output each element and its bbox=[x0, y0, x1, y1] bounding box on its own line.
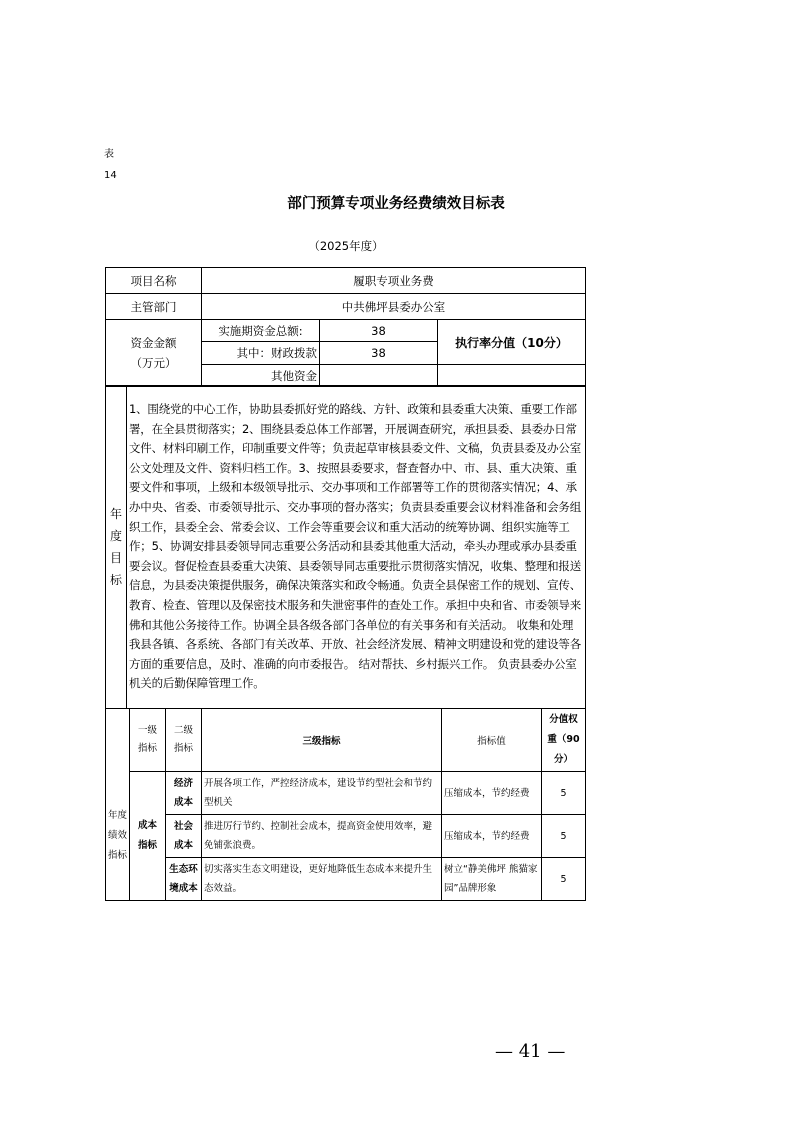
annual-indicator-label: 年度绩效指标 bbox=[106, 772, 130, 901]
level3-eco-cost: 切实落实生态文明建设，更好地降低生态成本来提升生态效益。 bbox=[202, 858, 442, 901]
exec-rate-value bbox=[438, 365, 586, 387]
project-name-label: 项目名称 bbox=[106, 268, 202, 294]
page-number: — 41 — bbox=[495, 1041, 566, 1062]
dept-label: 主管部门 bbox=[106, 294, 202, 320]
value-social-cost: 压缩成本，节约经费 bbox=[442, 815, 542, 858]
annual-goal-table bbox=[105, 385, 586, 709]
project-name-value: 履职专项业务费 bbox=[202, 268, 586, 294]
table-number-label: 表14 bbox=[104, 149, 117, 181]
value-economic-cost: 压缩成本，节约经费 bbox=[442, 772, 542, 815]
annual-goal-text: 1、围绕党的中心工作，协助县委抓好党的路线、方针、政策和县委重大决策、重要工作部署，在全县贯彻落实；2、围绕县委总体工作部署，开展调查研究，承担县委、县委办日常文件、材料印刷工作，印制重要文件等；负责起草审核县委文件、文稿，负责县委及办公室公文处理及文件、资料归档工作。3、按照县委要求，督查督办中、市、县、重大决策、重要文件和事项，上级和本级领导批示、交办事项和工作部署等工作的贯彻落实情况；4、承办中央、省委、市委领导批示、交办事项的督办落实；负责县委重要会议材料准备和会务组织工作，县委全会、常委会议、工作会等重要会议和重大活动的统筹协调、组织实施等工作；5、协调安排县委领导同志重要公务活动和县委其他重大活动，牵头办理或承办县委重要会议。督促检查县委重大决策、县委领导同志重要批示贯彻落实情况，收集、整理和报送信息，为县委决策提供服务，确保决策落实和政令畅通。负责全县保密工作的规划、宣传、教育、检查、管理以及保密技术服务和失泄密事件的查处工作。承担中央和省、市委领导来佛和其他公务接待工作。协调全县各级各部门各单位的有关事务和有关活动。 收集和处理我县各镇、各系统、各部门有关改革、开放、社会经济发展、精神文明建设和党的建设等各方面的重要信息，及时、准确的向市委报告。 结对帮扶、乡村振兴工作。 负责县委办公室机关的后勤保障管理工作。 bbox=[127, 386, 586, 709]
level3-economic-cost: 开展各项工作，严控经济成本，建设节约型社会和节约型机关 bbox=[202, 772, 442, 815]
other-funds-label: 其他资金 bbox=[202, 365, 320, 387]
performance-indicator-table bbox=[105, 708, 586, 901]
side-header-cell bbox=[106, 709, 130, 772]
level1-cost-indicator: 成本指标 bbox=[130, 772, 166, 901]
page-title: 部门预算专项业务经费绩效目标表 bbox=[287, 196, 505, 212]
other-funds-value bbox=[320, 365, 438, 387]
score-social-cost: 5 bbox=[542, 815, 586, 858]
score-eco-cost: 5 bbox=[542, 858, 586, 901]
fiscal-funds-label: 其中：财政拨款 bbox=[202, 342, 320, 365]
header-level2: 二级指标 bbox=[166, 709, 202, 772]
score-economic-cost: 5 bbox=[542, 772, 586, 815]
funds-label: 资金金额（万元） bbox=[106, 320, 202, 387]
level3-social-cost: 推进厉行节约、控制社会成本，提高资金使用效率，避免铺张浪费。 bbox=[202, 815, 442, 858]
header-level3: 三级指标 bbox=[202, 709, 442, 772]
annual-goal-label: 年度目标 bbox=[106, 386, 127, 709]
header-level1: 一级指标 bbox=[130, 709, 166, 772]
budget-info-table bbox=[105, 267, 586, 387]
fiscal-funds-value: 38 bbox=[320, 342, 438, 365]
header-indicator-value: 指标值 bbox=[442, 709, 542, 772]
total-funds-label: 实施期资金总额: bbox=[202, 320, 320, 342]
level2-social-cost: 社会成本 bbox=[166, 815, 202, 858]
level2-eco-cost: 生态环境成本 bbox=[166, 858, 202, 901]
dept-value: 中共佛坪县委办公室 bbox=[202, 294, 586, 320]
level2-economic-cost: 经济成本 bbox=[166, 772, 202, 815]
value-eco-cost: 树立“静美佛坪 熊猫家园”品牌形象 bbox=[442, 858, 542, 901]
exec-rate-label: 执行率分值（10分） bbox=[438, 320, 586, 365]
fiscal-year: （2025年度） bbox=[308, 239, 384, 253]
total-funds-value: 38 bbox=[320, 320, 438, 342]
header-score-weight: 分值权重（90分） bbox=[542, 709, 586, 772]
